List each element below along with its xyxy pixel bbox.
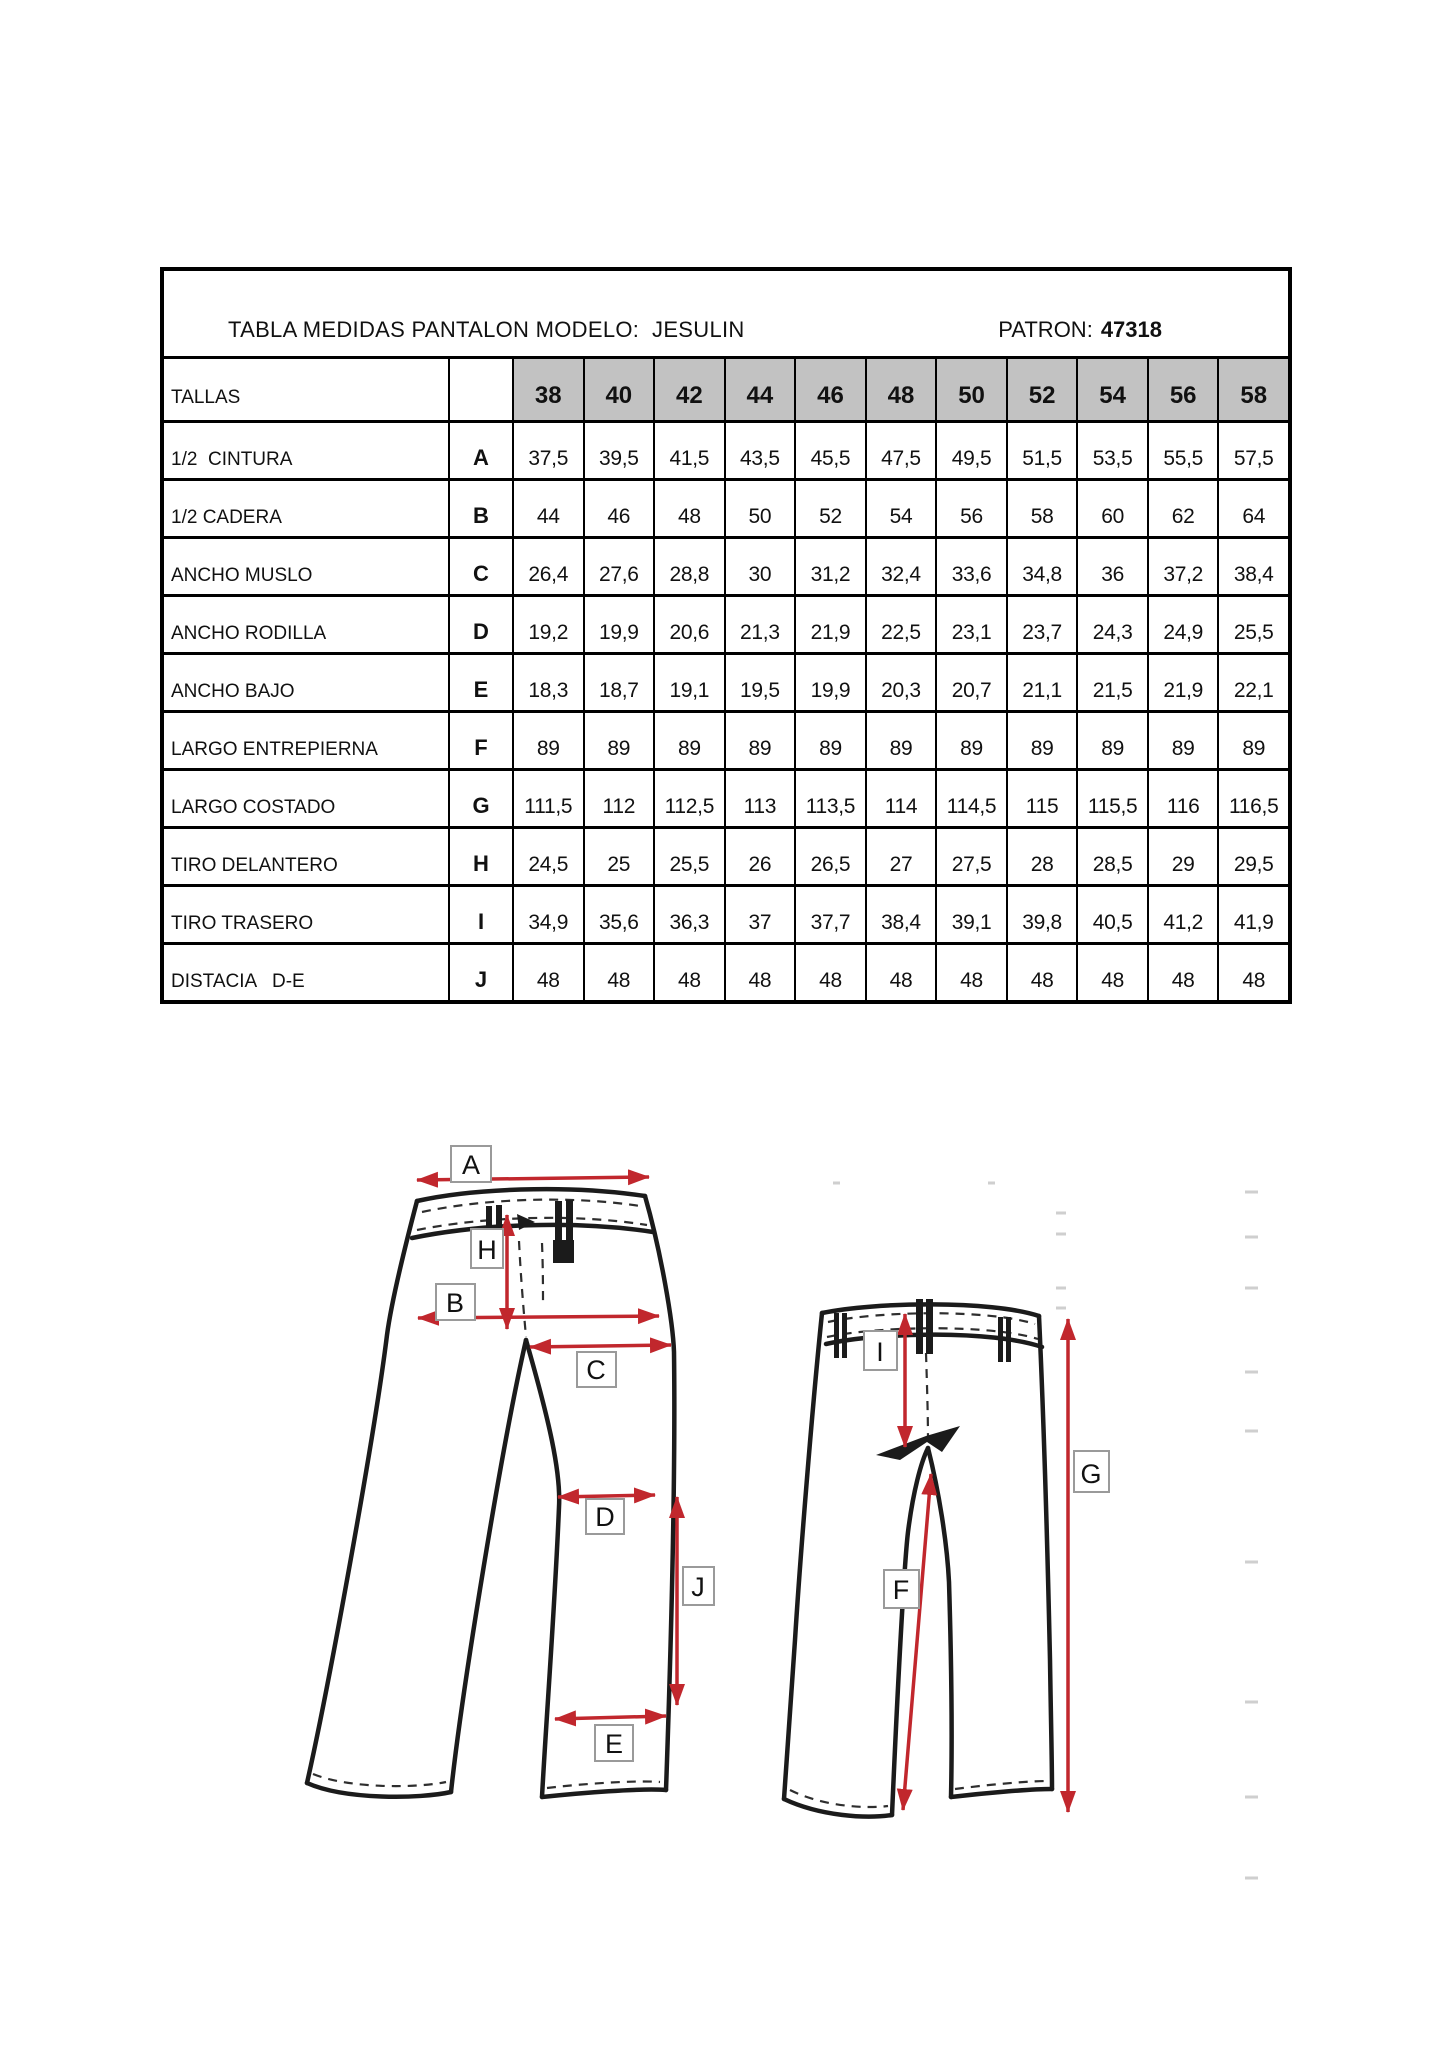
value-cell: 54: [865, 478, 936, 536]
value-cell: 31,2: [794, 536, 865, 594]
value-cell: 22,1: [1217, 652, 1288, 710]
value-cell: 28,8: [653, 536, 724, 594]
row-label-cell: TIRO DELANTERO: [164, 826, 448, 884]
value-cell: 24,5: [512, 826, 583, 884]
value-cell: 48: [935, 942, 1006, 1000]
value-cell: 115: [1006, 768, 1077, 826]
value-cell: 48: [794, 942, 865, 1000]
row-letter-cell: D: [448, 594, 512, 652]
value-cell: 26,4: [512, 536, 583, 594]
value-cell: 21,3: [724, 594, 795, 652]
row-label-cell: 1/2 CINTURA: [164, 420, 448, 478]
value-cell: 50: [724, 478, 795, 536]
value-cell: 26: [724, 826, 795, 884]
value-cell: 114,5: [935, 768, 1006, 826]
value-cell: 60: [1076, 478, 1147, 536]
value-cell: 18,7: [583, 652, 654, 710]
patron-label: PATRON:: [998, 317, 1093, 342]
row-letter-cell: G: [448, 768, 512, 826]
row-label-cell: 1/2 CADERA: [164, 478, 448, 536]
value-cell: 114: [865, 768, 936, 826]
size-header-cell: 44: [724, 356, 795, 420]
value-cell: 41,9: [1217, 884, 1288, 942]
value-cell: 56: [935, 478, 1006, 536]
back-pants-drawing: [784, 1299, 1052, 1817]
svg-text:A: A: [461, 1150, 481, 1180]
value-cell: 37,5: [512, 420, 583, 478]
tallas-header-cell: TALLAS: [164, 356, 448, 420]
value-cell: 89: [935, 710, 1006, 768]
svg-text:H: H: [477, 1235, 497, 1265]
value-cell: 57,5: [1217, 420, 1288, 478]
value-cell: 38,4: [865, 884, 936, 942]
value-cell: 19,9: [794, 652, 865, 710]
value-cell: 21,1: [1006, 652, 1077, 710]
value-cell: 89: [724, 710, 795, 768]
value-cell: 112: [583, 768, 654, 826]
measure-arrow-e: [555, 1716, 666, 1719]
value-cell: 37,2: [1147, 536, 1218, 594]
value-cell: 46: [583, 478, 654, 536]
value-cell: 113,5: [794, 768, 865, 826]
row-letter-cell: E: [448, 652, 512, 710]
value-cell: 55,5: [1147, 420, 1218, 478]
svg-text:F: F: [892, 1575, 910, 1605]
value-cell: 34,8: [1006, 536, 1077, 594]
row-letter-cell: B: [448, 478, 512, 536]
svg-text:J: J: [691, 1572, 705, 1602]
measure-label-e: [595, 1725, 633, 1761]
value-cell: 27,5: [935, 826, 1006, 884]
value-cell: 89: [1006, 710, 1077, 768]
value-cell: 48: [1147, 942, 1218, 1000]
value-cell: 35,6: [583, 884, 654, 942]
measure-label-c: [577, 1352, 616, 1387]
value-cell: 32,4: [865, 536, 936, 594]
measure-arrow-d: [558, 1495, 655, 1497]
size-header-cell: 40: [583, 356, 654, 420]
row-label-cell: ANCHO RODILLA: [164, 594, 448, 652]
svg-text:D: D: [595, 1502, 615, 1532]
measure-label-f: [884, 1570, 919, 1608]
value-cell: 29,5: [1217, 826, 1288, 884]
measure-label-a: [451, 1146, 491, 1182]
size-header-cell: 48: [865, 356, 936, 420]
value-cell: 44: [512, 478, 583, 536]
value-cell: 21,5: [1076, 652, 1147, 710]
value-cell: 29: [1147, 826, 1218, 884]
measure-label-i: [864, 1331, 897, 1370]
value-cell: 19,9: [583, 594, 654, 652]
value-cell: 47,5: [865, 420, 936, 478]
value-cell: 41,2: [1147, 884, 1218, 942]
value-cell: 48: [865, 942, 936, 1000]
value-cell: 116,5: [1217, 768, 1288, 826]
value-cell: 89: [1147, 710, 1218, 768]
measure-arrow-c: [530, 1345, 671, 1347]
row-letter-cell: F: [448, 710, 512, 768]
measure-label-h: [471, 1229, 503, 1268]
value-cell: 27,6: [583, 536, 654, 594]
value-cell: 48: [1217, 942, 1288, 1000]
size-header-cell: 56: [1147, 356, 1218, 420]
row-label-cell: ANCHO BAJO: [164, 652, 448, 710]
svg-text:C: C: [586, 1355, 606, 1385]
value-cell: 51,5: [1006, 420, 1077, 478]
patron-number: 47318: [1100, 317, 1162, 342]
value-cell: 28,5: [1076, 826, 1147, 884]
size-header-cell: 42: [653, 356, 724, 420]
value-cell: 48: [1076, 942, 1147, 1000]
value-cell: 20,3: [865, 652, 936, 710]
value-cell: 20,6: [653, 594, 724, 652]
value-cell: 36: [1076, 536, 1147, 594]
value-cell: 26,5: [794, 826, 865, 884]
svg-text:G: G: [1080, 1459, 1102, 1489]
row-letter-cell: I: [448, 884, 512, 942]
row-letter-cell: H: [448, 826, 512, 884]
value-cell: 89: [794, 710, 865, 768]
value-cell: 89: [1076, 710, 1147, 768]
value-cell: 53,5: [1076, 420, 1147, 478]
value-cell: 25,5: [1217, 594, 1288, 652]
value-cell: 43,5: [724, 420, 795, 478]
value-cell: 89: [512, 710, 583, 768]
svg-text:I: I: [876, 1337, 884, 1367]
value-cell: 38,4: [1217, 536, 1288, 594]
value-cell: 22,5: [865, 594, 936, 652]
size-header-cell: 50: [935, 356, 1006, 420]
measure-label-g: [1074, 1451, 1109, 1492]
value-cell: 23,7: [1006, 594, 1077, 652]
value-cell: 33,6: [935, 536, 1006, 594]
value-cell: 64: [1217, 478, 1288, 536]
value-cell: 112,5: [653, 768, 724, 826]
value-cell: 25: [583, 826, 654, 884]
size-header-cell: 38: [512, 356, 583, 420]
value-cell: 45,5: [794, 420, 865, 478]
measure-label-b: [436, 1284, 475, 1320]
measure-arrows: [417, 1177, 1068, 1812]
value-cell: 19,5: [724, 652, 795, 710]
front-pants-drawing: [307, 1189, 674, 1797]
value-cell: 28: [1006, 826, 1077, 884]
table-title: TABLA MEDIDAS PANTALON MODELO: JESULIN: [228, 317, 745, 342]
value-cell: 89: [865, 710, 936, 768]
value-cell: 24,9: [1147, 594, 1218, 652]
value-cell: 48: [724, 942, 795, 1000]
value-cell: 48: [512, 942, 583, 1000]
value-cell: 39,1: [935, 884, 1006, 942]
value-cell: 34,9: [512, 884, 583, 942]
row-letter-cell: A: [448, 420, 512, 478]
size-header-cell: 46: [794, 356, 865, 420]
value-cell: 58: [1006, 478, 1077, 536]
value-cell: 113: [724, 768, 795, 826]
value-cell: 39,5: [583, 420, 654, 478]
value-cell: 20,7: [935, 652, 1006, 710]
value-cell: 21,9: [794, 594, 865, 652]
crotch-seam-mark: [876, 1426, 960, 1460]
value-cell: 30: [724, 536, 795, 594]
size-header-cell: 58: [1217, 356, 1288, 420]
value-cell: 19,2: [512, 594, 583, 652]
value-cell: 48: [583, 942, 654, 1000]
row-letter-cell: C: [448, 536, 512, 594]
size-header-cell: 54: [1076, 356, 1147, 420]
row-label-cell: ANCHO MUSLO: [164, 536, 448, 594]
waist-button-icon: [517, 1214, 535, 1230]
value-cell: 89: [583, 710, 654, 768]
size-header-cell: 52: [1006, 356, 1077, 420]
value-cell: 40,5: [1076, 884, 1147, 942]
value-cell: 23,1: [935, 594, 1006, 652]
row-label-cell: DISTACIA D-E: [164, 942, 448, 1000]
value-cell: 48: [653, 942, 724, 1000]
measure-label-j: [683, 1567, 714, 1605]
row-label-cell: LARGO ENTREPIERNA: [164, 710, 448, 768]
value-cell: 37,7: [794, 884, 865, 942]
row-label-cell: TIRO TRASERO: [164, 884, 448, 942]
value-cell: 18,3: [512, 652, 583, 710]
value-cell: 39,8: [1006, 884, 1077, 942]
row-letter-cell: J: [448, 942, 512, 1000]
value-cell: 48: [1006, 942, 1077, 1000]
measure-label-d: [586, 1499, 624, 1534]
value-cell: 49,5: [935, 420, 1006, 478]
value-cell: 37: [724, 884, 795, 942]
value-cell: 41,5: [653, 420, 724, 478]
svg-text:E: E: [604, 1729, 624, 1759]
value-cell: 115,5: [1076, 768, 1147, 826]
value-cell: 116: [1147, 768, 1218, 826]
value-cell: 89: [1217, 710, 1288, 768]
svg-text:B: B: [445, 1288, 465, 1318]
row-label-cell: LARGO COSTADO: [164, 768, 448, 826]
value-cell: 89: [653, 710, 724, 768]
value-cell: 27: [865, 826, 936, 884]
value-cell: 25,5: [653, 826, 724, 884]
value-cell: 36,3: [653, 884, 724, 942]
value-cell: 21,9: [1147, 652, 1218, 710]
value-cell: 19,1: [653, 652, 724, 710]
value-cell: 62: [1147, 478, 1218, 536]
value-cell: 52: [794, 478, 865, 536]
value-cell: 24,3: [1076, 594, 1147, 652]
value-cell: 111,5: [512, 768, 583, 826]
value-cell: 48: [653, 478, 724, 536]
